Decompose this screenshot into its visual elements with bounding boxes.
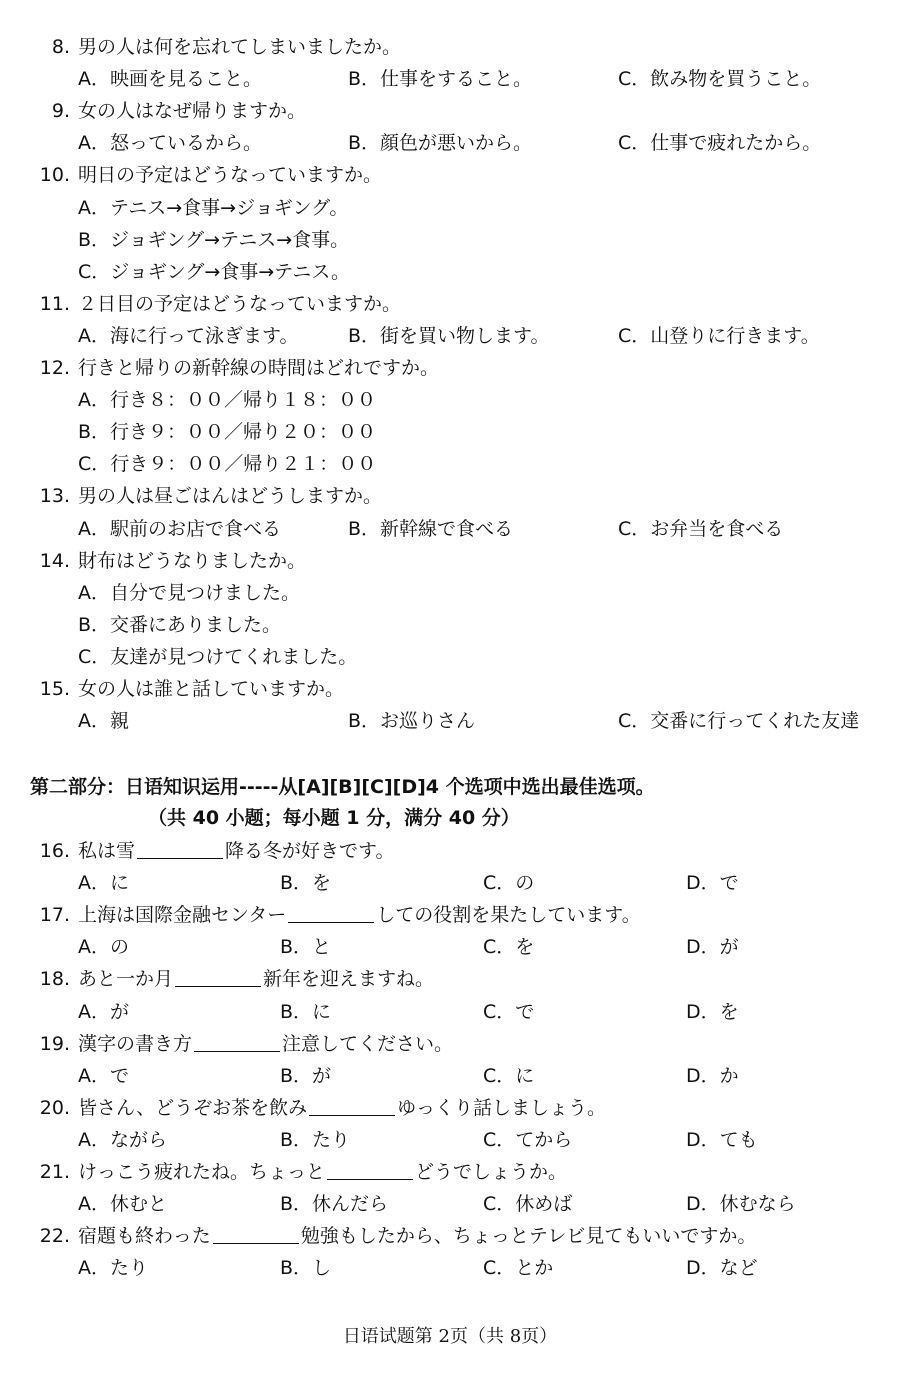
option-b: B．顔色が悪いから。 — [348, 132, 533, 155]
option-b: B．ジョギング→テニス→食事。 — [78, 228, 350, 251]
option-row — [0, 1125, 900, 1155]
option-row — [0, 128, 900, 158]
option-row — [0, 514, 900, 544]
option-a: A．海に行って泳ぎます。 — [78, 324, 299, 347]
option-d: D．か — [686, 1064, 739, 1087]
grammar-question-17 — [0, 900, 900, 930]
option-c: C．とか — [483, 1257, 554, 1280]
option-row — [0, 321, 900, 351]
option-row — [0, 642, 900, 672]
grammar-question-19 — [0, 1029, 900, 1059]
option-row — [0, 64, 900, 94]
question-text: 私は雪 降る冬が好きです。 — [78, 840, 395, 862]
question-text: 男の人は何を忘れてしまいましたか。 — [78, 36, 402, 58]
option-a: A．怒っているから。 — [78, 132, 262, 155]
question-number: 15. — [39, 678, 70, 700]
option-c: C．仕事で疲れたから。 — [618, 132, 822, 155]
option-b: B．が — [280, 1064, 332, 1087]
grammar-question-21 — [0, 1157, 900, 1187]
option-a: A．行き８：００／帰り１８：００ — [78, 389, 376, 412]
question-number: 17. — [39, 904, 70, 927]
question-text: けっこう疲れたね。ちょっと どうでしょうか。 — [78, 1161, 568, 1183]
option-d: D．休むなら — [686, 1193, 796, 1216]
answer-blank — [327, 1159, 413, 1180]
question-text: 女の人はなぜ帰りますか。 — [78, 100, 307, 123]
question-number: 11. — [39, 292, 70, 315]
grammar-question-22 — [0, 1221, 900, 1251]
question-number: 9. — [51, 100, 70, 123]
option-c: C．てから — [483, 1128, 573, 1151]
question-text: 財布はどうなりましたか。 — [78, 549, 307, 572]
question-text: あと一か月 新年を迎えますね。 — [78, 968, 435, 991]
listening-question-8 — [0, 32, 900, 62]
question-text: 行きと帰りの新幹線の時間はどれですか。 — [78, 357, 440, 379]
question-number: 12. — [39, 357, 70, 379]
option-a: A．たり — [78, 1257, 148, 1280]
listening-question-11 — [0, 289, 900, 319]
question-number: 14. — [39, 549, 70, 572]
option-row — [0, 1253, 900, 1283]
option-c: C．行き９：００／帰り２１：００ — [78, 453, 377, 476]
option-d: D．など — [686, 1257, 758, 1280]
option-row — [0, 1189, 900, 1219]
option-b: B．新幹線で食べる — [348, 517, 514, 540]
option-a: A．休むと — [78, 1193, 167, 1216]
question-text: 上海は国際金融センター しての役割を果たしています。 — [78, 904, 641, 927]
question-text: 明日の予定はどうなっていますか。 — [78, 164, 383, 187]
option-row — [0, 706, 900, 736]
grammar-question-18 — [0, 964, 900, 994]
option-b: B．休んだら — [280, 1193, 389, 1216]
question-number: 10. — [39, 164, 70, 187]
option-a: A．映画を見ること。 — [78, 68, 262, 91]
question-text: 宿題も終わった 勉強もしたから、ちょっとテレビ見てもいいですか。 — [78, 1225, 757, 1248]
question-number: 19. — [39, 1032, 70, 1055]
option-a: A．が — [78, 1000, 129, 1023]
option-d: D．で — [686, 872, 739, 895]
listening-question-13 — [0, 481, 900, 511]
question-text: ２日目の予定はどうなっていますか。 — [78, 292, 402, 315]
option-b: B．お巡りさん — [348, 710, 476, 733]
option-c: C．に — [483, 1064, 535, 1087]
option-row — [0, 868, 900, 898]
option-a: A．に — [78, 872, 129, 895]
question-number: 21. — [39, 1161, 70, 1183]
option-c: C．ジョギング→食事→テニス。 — [78, 260, 350, 283]
option-row — [0, 1061, 900, 1091]
option-row — [0, 417, 900, 447]
listening-question-15 — [0, 674, 900, 704]
option-c: C．の — [483, 872, 535, 895]
option-c: C．山登りに行きます。 — [618, 324, 820, 347]
option-d: D．を — [686, 1000, 739, 1023]
answer-blank — [309, 1095, 395, 1116]
question-text: 皆さん、どうぞお茶を飲み ゆっくり話しましょう。 — [78, 1096, 606, 1119]
option-b: B．と — [280, 936, 332, 959]
listening-question-12 — [0, 353, 900, 383]
question-number: 18. — [39, 968, 70, 991]
listening-question-9 — [0, 96, 900, 126]
option-c: C．飲み物を買うこと。 — [618, 68, 822, 91]
option-a: A．の — [78, 936, 129, 959]
answer-blank — [137, 838, 223, 859]
option-b: B．仕事をすること。 — [348, 68, 533, 91]
question-text: 女の人は誰と話していますか。 — [78, 678, 345, 700]
section-subheading: （共 40 小题；每小题 1 分，满分 40 分） — [148, 807, 520, 829]
option-d: D．が — [686, 936, 739, 959]
option-row — [0, 997, 900, 1027]
option-a: A．で — [78, 1064, 129, 1087]
option-a: A．テニス→食事→ジョギング。 — [78, 196, 349, 219]
option-b: B．し — [280, 1257, 332, 1280]
question-number: 16. — [39, 840, 70, 862]
question-number: 22. — [39, 1225, 70, 1248]
option-b: B．街を買い物します。 — [348, 324, 550, 347]
option-d: D．ても — [686, 1128, 758, 1151]
option-a: A．ながら — [78, 1128, 167, 1151]
option-c: C．お弁当を食べる — [618, 517, 784, 540]
option-c: C．友達が見つけてくれました。 — [78, 645, 358, 668]
question-number: 13. — [39, 485, 70, 508]
listening-question-14 — [0, 546, 900, 576]
question-number: 8. — [51, 36, 70, 58]
option-row — [0, 193, 900, 223]
question-text: 漢字の書き方 注意してください。 — [78, 1032, 454, 1055]
option-row — [0, 257, 900, 287]
option-a: A．駅前のお店で食べる — [78, 517, 281, 540]
option-b: B．たり — [280, 1128, 351, 1151]
option-row — [0, 610, 900, 640]
option-c: C．交番に行ってくれた友達 — [618, 710, 860, 733]
answer-blank — [175, 966, 261, 987]
option-c: C．休めば — [483, 1193, 573, 1216]
question-text: 男の人は昼ごはんはどうしますか。 — [78, 485, 383, 508]
option-b: B．交番にありました。 — [78, 613, 282, 636]
answer-blank — [288, 902, 374, 923]
answer-blank — [194, 1031, 280, 1052]
option-row — [0, 225, 900, 255]
option-a: A．親 — [78, 710, 129, 733]
answer-blank — [213, 1223, 299, 1244]
grammar-question-20 — [0, 1093, 900, 1123]
option-row — [0, 578, 900, 608]
section-heading: 第二部分：日语知识运用-----从[A][B][C][D]4 个选项中选出最佳选项。 — [30, 776, 655, 798]
option-b: B．行き９：００／帰り２０：００ — [78, 421, 377, 444]
option-c: C．を — [483, 936, 535, 959]
option-b: B．を — [280, 872, 332, 895]
page-footer: 日语试题第 2页（共 8页） — [342, 1326, 558, 1347]
listening-question-10 — [0, 160, 900, 190]
option-row — [0, 449, 900, 479]
option-row — [0, 385, 900, 415]
question-number: 20. — [39, 1096, 70, 1119]
option-a: A．自分で見つけました。 — [78, 581, 300, 604]
option-c: C．で — [483, 1000, 535, 1023]
option-b: B．に — [280, 1000, 332, 1023]
grammar-question-16 — [0, 836, 900, 866]
option-row — [0, 932, 900, 962]
